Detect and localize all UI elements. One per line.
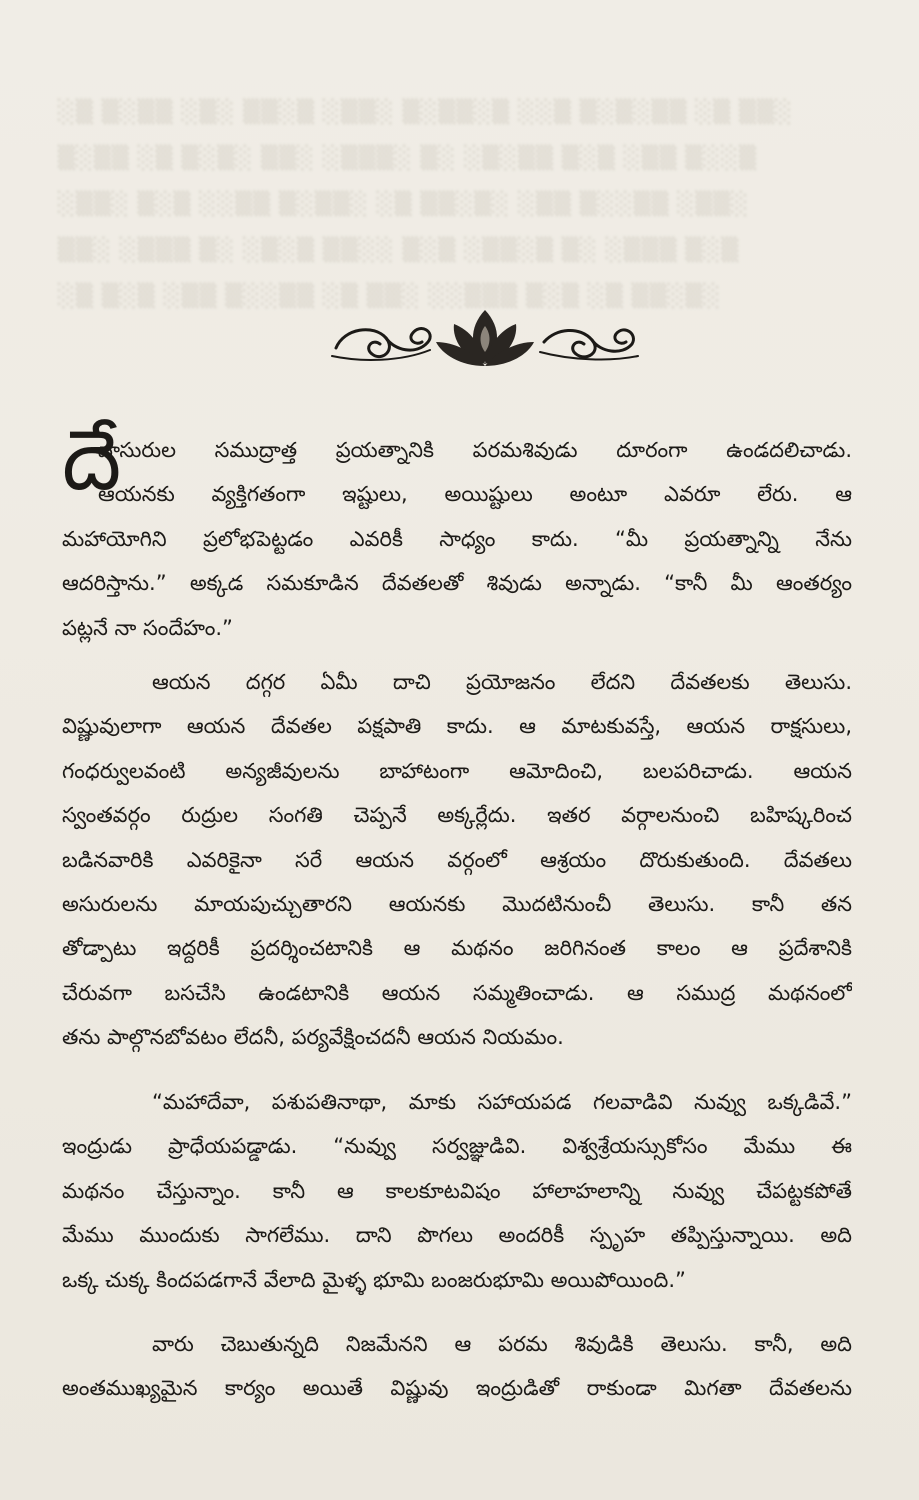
paragraph-2: [62, 660, 852, 1060]
text-line: వాసురుల సముద్రాత్త ప్రయత్నానికి పరమశివుడు దూరంగా ఉండదలిచాడు.: [98, 438, 852, 462]
text-line: మహాయోగిని ప్రలోభపెట్టడం ఎవరికీ సాధ్యం కాదు. “మీ ప్రయత్నాన్ని నేను: [62, 526, 852, 551]
text-line: మేము ముందుకు సాగలేము. దాని పొగలు అందరికీ స్పృహ తప్పిస్తున్నాయి. అది: [62, 1223, 852, 1248]
text-line: ఆయనకు వ్యక్తిగతంగా ఇష్టులు, అయిష్టులు అంటూ ఎవరూ లేరు. ఆ: [98, 482, 852, 507]
text-line: పట్లనే నా సందేహం.”: [62, 615, 233, 640]
lotus-ornament-icon: [330, 300, 640, 380]
text-line: ఒక్క చుక్క కిందపడగానే వేలాది మైళ్ళ భూమి బంజరుభూమి అయిపోయింది.”: [62, 1267, 686, 1292]
text-line: “మహాదేవా, పశుపతినాథా, మాకు సహాయపడ గలవాడివి నువ్వు ఒక్కడివే.”: [152, 1090, 852, 1114]
bleed-through-text: ░▒ ▒░▒▒ ░▒░ ▒▒░▒ ░▒▒░ ▒░▒▒░▒ ░░▒ ▒░▒░▒▒ ░▒ ▒▒░ ▒░▒▒ ░▒ ▒░▒░ ▒▒░ ░▒▒▒░ ▒░ ░▒░▒▒ ▒░▒ ░▒▒ ▒░░▒ ░▒▒░ ▒░▒ ░░▒▒ ▒░▒▒░ ░▒ ▒▒░▒░ ░▒▒ ▒░░▒▒ ░▒▒░ ▒▒░ ░▒▒▒ ▒░ ░▒░▒ ▒▒░░ ▒░▒ ░▒▒░▒ ▒░ ░▒▒▒ ▒░▒ ░▒ ▒░▒ ░▒▒ ▒░░▒▒ ░▒ ▒▒░ ░░▒▒▒ ▒░▒ ░▒ ▒▒░▒░: [58, 100, 793, 309]
text-line: స్వంతవర్గం రుద్రుల సంగతి చెప్పనే అక్కర్లేదు. ఇతర వర్గాలనుంచి బహిష్కరించ: [62, 803, 852, 828]
paragraph-4: [62, 1322, 852, 1411]
text-line: అంతముఖ్యమైన కార్యం అయితే విష్ణువు ఇంద్రుడితో రాకుండా మిగతా దేవతలను: [62, 1376, 852, 1401]
text-line: గంధర్వులవంటి అన్యజీవులను బాహాటంగా ఆమోదించి, బలపరిచాడు. ఆయన: [62, 758, 852, 783]
paragraph-1: [62, 428, 852, 650]
text-line: వారు చెబుతున్నది నిజమేనని ఆ పరమ శివుడికి తెలుసు. కానీ, అది: [152, 1332, 852, 1356]
paragraph-3: [62, 1080, 852, 1302]
text-line: మథనం చేస్తున్నాం. కానీ ఆ కాలకూటవిషం హాలాహలాన్ని నువ్వు చేపట్టకపోతే: [62, 1178, 852, 1203]
text-line: తను పాల్గొనబోవటం లేదనీ, పర్యవేక్షించదనీ ఆయన నియమం.: [62, 1025, 564, 1050]
text-line: అసురులను మాయపుచ్చుతారని ఆయనకు మొదటినుంచీ తెలుసు. కానీ తన: [62, 892, 852, 917]
text-line: చేరువగా బసచేసి ఉండటానికి ఆయన సమ్మతించాడు. ఆ సముద్ర మథనంలో: [62, 980, 852, 1005]
text-line: తోడ్పాటు ఇద్దరికీ ప్రదర్శించటానికి ఆ మథనం జరిగినంత కాలం ఆ ప్రదేశానికి: [62, 936, 852, 961]
text-line: బడినవారికి ఎవరికైనా సరే ఆయన వర్గంలో ఆశ్రయం దొరుకుతుంది. దేవతలు: [62, 847, 852, 872]
text-line: విష్ణువులాగా ఆయన దేవతల పక్షపాతి కాదు. ఆ మాటకువస్తే, ఆయన రాక్షసులు,: [62, 714, 852, 739]
text-line: ఆయన దగ్గర ఏమీ దాచి ప్రయోజనం లేదని దేవతలకు తెలుసు.: [152, 670, 852, 694]
drop-cap: దే: [62, 411, 122, 509]
text-line: ఆదరిస్తాను.” అక్కడ సమకూడిన దేవతలతో శివుడు అన్నాడు. “కానీ మీ ఆంతర్యం: [62, 571, 852, 596]
text-line: ఇంద్రుడు ప్రాధేయపడ్డాడు. “నువ్వు సర్వజ్ఞుడివి. విశ్వశ్రేయస్సుకోసం మేము ఈ: [62, 1134, 852, 1159]
